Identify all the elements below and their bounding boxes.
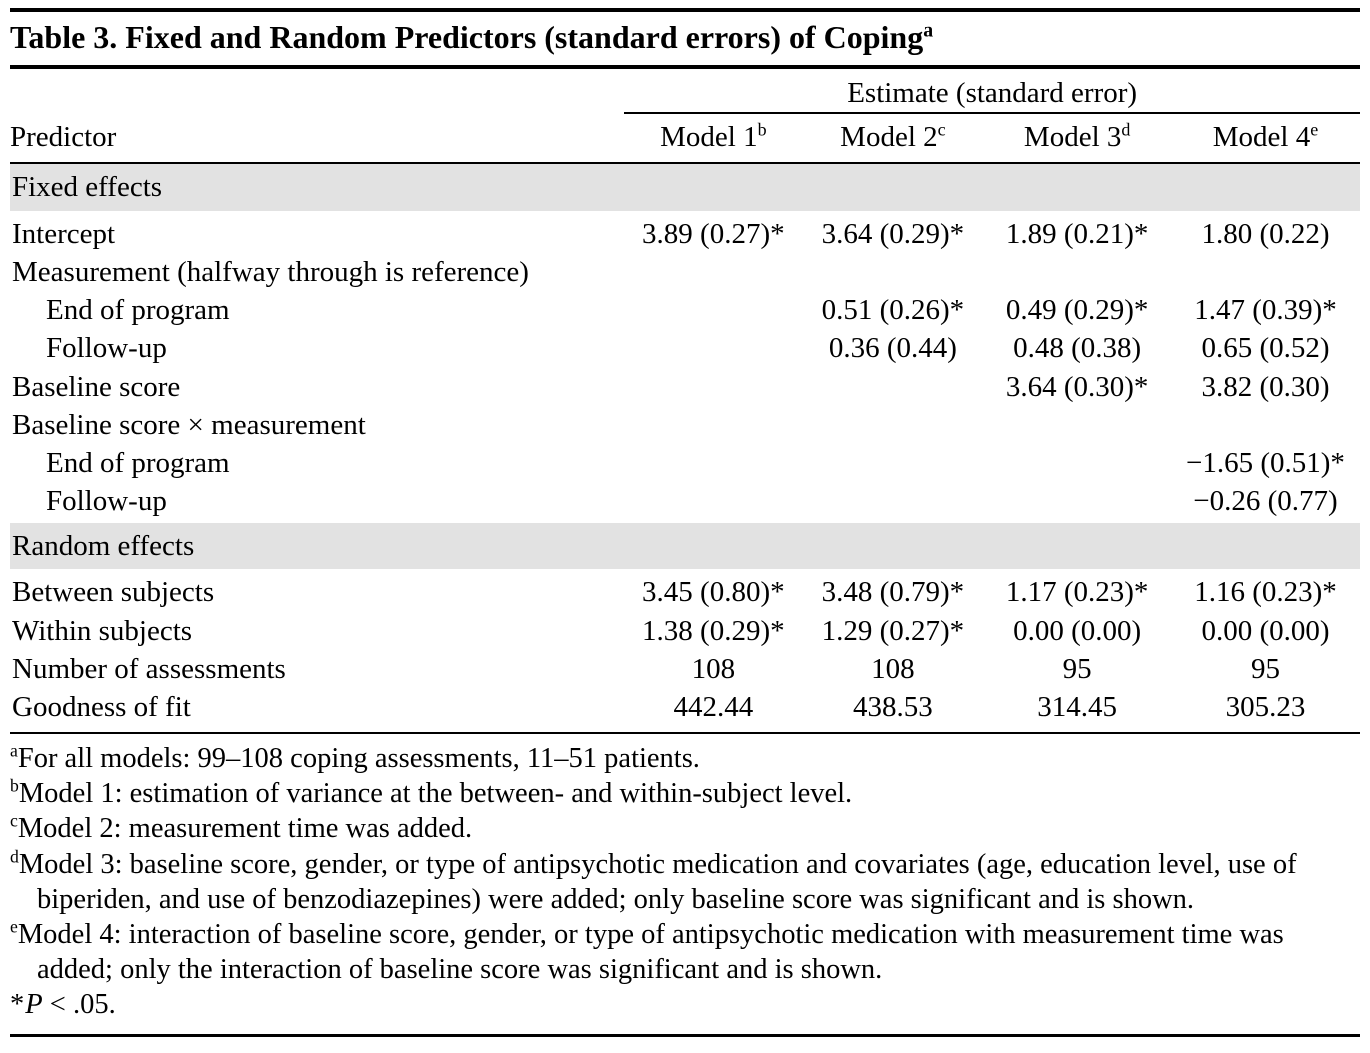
cell-model-1 — [624, 444, 802, 482]
cell-model-2 — [802, 444, 983, 482]
footnote-c-marker: c — [10, 810, 18, 831]
footnote-b-text: Model 1: estimation of variance at the between- and within-subject level. — [18, 778, 853, 810]
predictor-column-header: Predictor — [10, 113, 624, 163]
cell-model-1 — [624, 482, 802, 521]
cell-model-1: 1.38 (0.29)* — [642, 614, 785, 647]
cell-model-3: 95 — [1062, 652, 1092, 685]
table-row-measurement — [10, 253, 1360, 291]
row-label: End of program — [46, 447, 230, 480]
model-1-label: Model 1 — [660, 120, 758, 153]
cell-model-2 — [802, 482, 983, 521]
significance-p-symbol: P — [25, 988, 43, 1020]
footnote-d-marker: d — [10, 846, 19, 867]
footnote-c — [10, 811, 1360, 846]
model-2-column-header — [802, 113, 983, 163]
cell-model-3: 314.45 — [983, 688, 1171, 733]
row-label: Intercept — [12, 217, 116, 250]
model-3-footnote-marker: d — [1121, 119, 1131, 140]
cell-model-4: 3.82 (0.30) — [1201, 370, 1330, 403]
statistics-table — [10, 69, 1360, 735]
cell-model-1: 442.44 — [624, 688, 802, 733]
model-1-column-header — [624, 113, 802, 163]
cell-model-3 — [983, 253, 1171, 291]
cell-model-3: 0.00 (0.00) — [1013, 614, 1142, 647]
cell-model-3 — [983, 482, 1171, 521]
cell-model-2 — [802, 406, 983, 444]
table-body — [10, 163, 1360, 734]
model-4-label: Model 4 — [1212, 120, 1311, 153]
footnote-d-text: Model 3: baseline score, gender, or type of antipsychotic medication and covariates (age, education level, use of biperiden, and use of benzodiazepines) were added; only baseline score was significant and is shown. — [18, 848, 1297, 915]
footnote-a-text: For all models: 99–108 coping assessments, 11–51 patients. — [17, 743, 700, 775]
cell-model-3 — [983, 406, 1171, 444]
table-row-number-of-assessments — [10, 650, 1360, 688]
model-2-footnote-marker: c — [937, 119, 946, 140]
cell-model-4: 95 — [1250, 652, 1280, 685]
table-row-baseline-score — [10, 368, 1360, 406]
cell-model-2: 0.51 (0.26)* — [821, 294, 965, 327]
footnote-b-marker: b — [10, 775, 19, 796]
footnote-e — [10, 917, 1360, 987]
row-label: Baseline score — [12, 370, 181, 403]
significance-asterisk: * — [10, 988, 26, 1020]
table-row-baseline-score-x-measurement — [10, 406, 1360, 444]
footnote-d — [10, 847, 1360, 917]
row-label: Between subjects — [12, 576, 215, 609]
table-row-goodness-of-fit — [10, 688, 1360, 733]
cell-model-4: 1.47 (0.39)* — [1194, 294, 1337, 327]
cell-model-2: 3.48 (0.79)* — [821, 576, 965, 609]
model-4-column-header — [1171, 113, 1360, 163]
table-row-follow-up — [10, 329, 1360, 367]
cell-model-2 — [802, 368, 983, 406]
table-title-footnote-marker: a — [923, 19, 934, 42]
cell-model-3: 0.48 (0.38) — [1013, 332, 1142, 365]
cell-model-1 — [624, 368, 802, 406]
table-row-intercept — [10, 211, 1360, 253]
table-row-interaction-follow-up — [10, 482, 1360, 521]
row-label: Baseline score × measurement — [12, 408, 366, 441]
cell-model-4 — [1171, 253, 1360, 291]
cell-model-1: 3.45 (0.80)* — [642, 576, 785, 609]
model-4-footnote-marker: e — [1310, 119, 1319, 140]
row-label: Follow-up — [46, 332, 167, 365]
model-3-column-header — [983, 113, 1171, 163]
row-label: Goodness of fit — [10, 688, 624, 733]
row-label: Measurement (halfway through is reference) — [12, 255, 529, 288]
cell-model-4: 0.65 (0.52) — [1201, 332, 1330, 365]
column-header-row — [10, 113, 1360, 163]
table-row-within-subjects — [10, 612, 1360, 650]
model-3-label: Model 3 — [1023, 120, 1122, 153]
section-header-label: Fixed effects — [10, 163, 1360, 211]
footnote-e-marker: e — [10, 916, 18, 937]
cell-model-4: 305.23 — [1171, 688, 1360, 733]
significance-threshold: < .05. — [42, 988, 116, 1020]
cell-model-3: 3.64 (0.30)* — [1005, 370, 1149, 403]
footnote-c-text: Model 2: measurement time was added. — [17, 813, 473, 845]
cell-model-1 — [624, 406, 802, 444]
table-title — [10, 8, 1360, 69]
cell-model-4: 1.16 (0.23)* — [1194, 576, 1337, 609]
cell-model-2: 438.53 — [802, 688, 983, 733]
table-row-interaction-end-of-program — [10, 444, 1360, 482]
model-1-footnote-marker: b — [757, 119, 767, 140]
footnote-a — [10, 741, 1360, 776]
row-label: End of program — [46, 294, 230, 327]
cell-model-2 — [802, 253, 983, 291]
footnote-e-text: Model 4: interaction of baseline score, gender, or type of antipsychotic medication with measurement time was added; only the interaction of baseline score was significant and is shown. — [17, 918, 1284, 985]
cell-model-4: −0.26 (0.77) — [1193, 485, 1338, 518]
row-label: Follow-up — [46, 485, 167, 518]
cell-model-2: 0.36 (0.44) — [828, 332, 957, 365]
cell-model-3: 0.49 (0.29)* — [1005, 294, 1149, 327]
footnote-significance — [10, 987, 1360, 1022]
table-title-text: Table 3. Fixed and Random Predictors (standard errors) of Coping — [10, 19, 924, 55]
spanner-row — [10, 69, 1360, 113]
cell-model-4: 0.00 (0.00) — [1201, 614, 1330, 647]
footnotes-block — [10, 734, 1360, 1036]
cell-model-3: 1.17 (0.23)* — [1005, 576, 1149, 609]
section-header-label: Random effects — [10, 522, 1360, 570]
cell-model-3 — [983, 444, 1171, 482]
cell-model-1 — [624, 253, 802, 291]
cell-model-4 — [1171, 406, 1360, 444]
table-head — [10, 69, 1360, 163]
cell-model-1 — [624, 329, 802, 367]
cell-model-4: 1.80 (0.22) — [1201, 217, 1330, 250]
row-label: Number of assessments — [12, 652, 286, 685]
cell-model-4: −1.65 (0.51)* — [1186, 447, 1345, 480]
model-2-label: Model 2 — [840, 120, 938, 153]
section-header-fixed-effects — [10, 163, 1360, 211]
cell-model-1: 3.89 (0.27)* — [642, 217, 785, 250]
cell-model-2: 108 — [871, 652, 915, 685]
footnote-a-marker: a — [10, 740, 18, 761]
spanner-spacer — [10, 69, 624, 113]
cell-model-2: 1.29 (0.27)* — [821, 614, 965, 647]
table-row-end-of-program — [10, 291, 1360, 329]
section-header-random-effects — [10, 522, 1360, 570]
spanner-header: Estimate (standard error) — [624, 69, 1360, 113]
cell-model-1 — [624, 291, 802, 329]
cell-model-3: 1.89 (0.21)* — [1005, 217, 1149, 250]
footnote-b — [10, 776, 1360, 811]
table-row-between-subjects — [10, 569, 1360, 611]
cell-model-1: 108 — [691, 652, 736, 685]
cell-model-2: 3.64 (0.29)* — [821, 217, 965, 250]
row-label: Within subjects — [12, 614, 193, 647]
